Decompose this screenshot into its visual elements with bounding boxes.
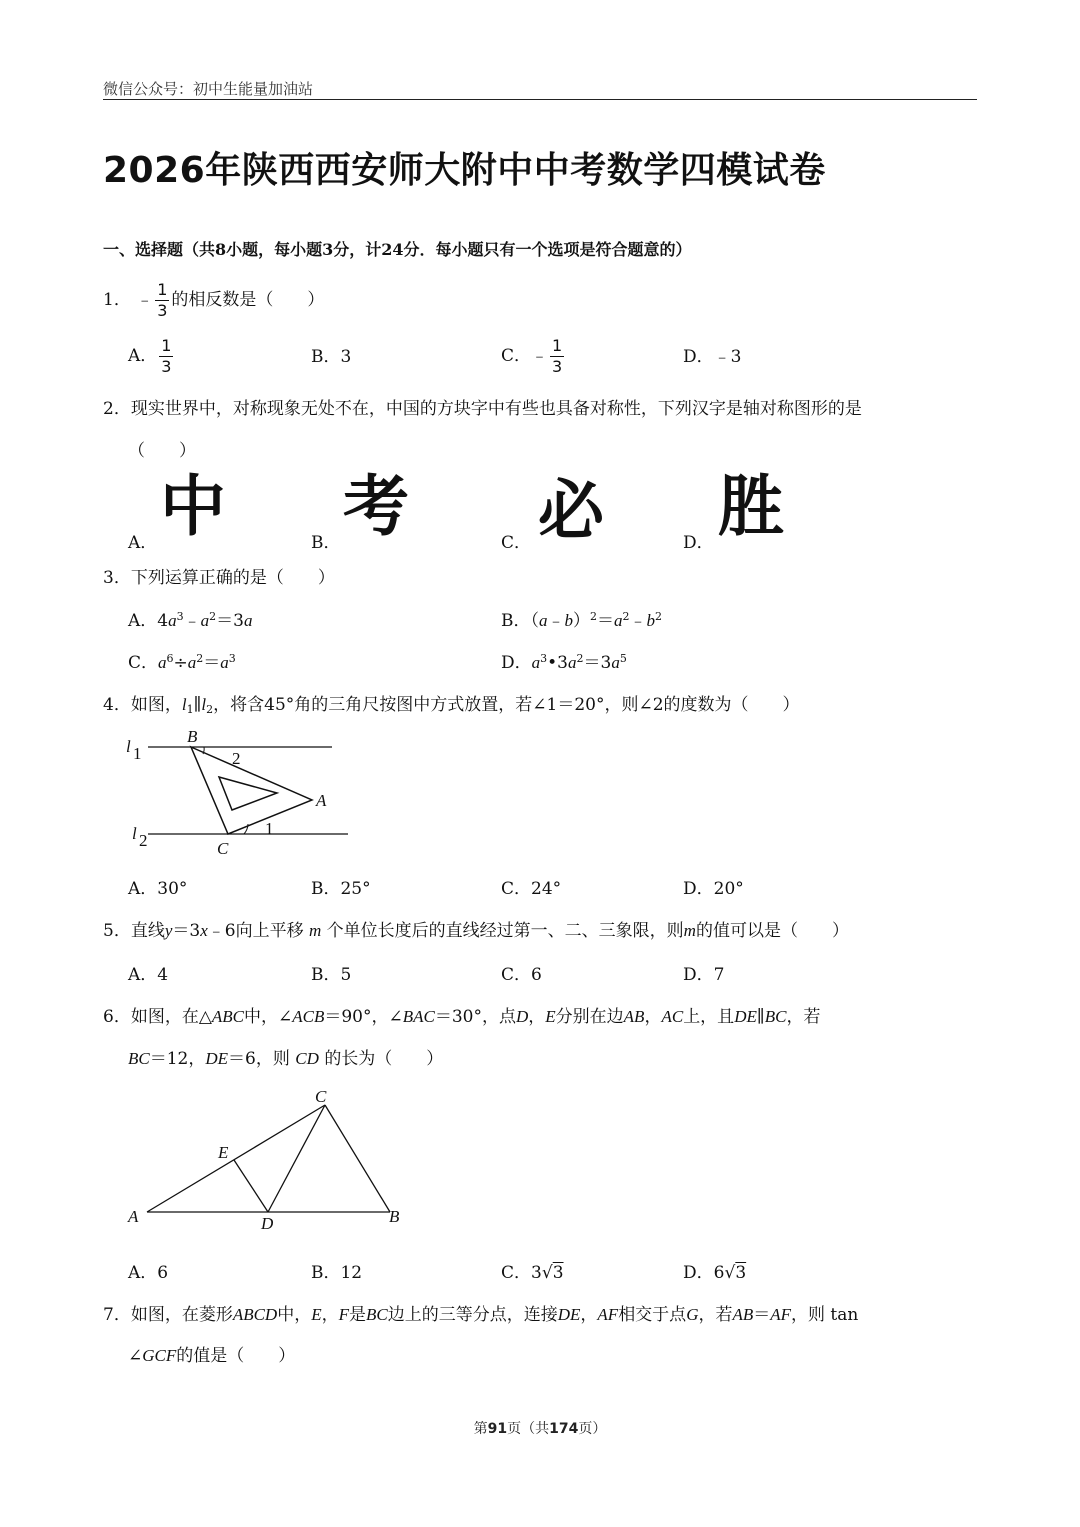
q1-option-d: D．﹣3	[683, 347, 742, 367]
q3-option-a: A．$4a^3﹣a^2=3a$	[128, 610, 253, 631]
q6-line-1: 6．如图，在△ABC中，∠ACB＝90°，∠BAC＝30°，点D，E分别在边AB，AC上，且DE∥BC，若	[103, 1007, 821, 1027]
q6-option-a: A．6	[128, 1263, 169, 1283]
q2-option-b-char: 考	[343, 468, 409, 545]
q1-number: 1．	[103, 290, 131, 310]
q6-figure	[120, 1082, 420, 1237]
q5-option-c: C．6	[501, 965, 542, 985]
q4-figure	[120, 722, 360, 862]
q1-text: 的相反数是（ ）	[171, 290, 325, 310]
q2-option-a-label: A．	[128, 533, 158, 553]
q1-option-c: C．﹣ $\frac{1}{3}$	[501, 336, 563, 376]
q3-text: 3．下列运算正确的是（ ）	[103, 568, 335, 588]
label-l2-sub: 2	[139, 831, 148, 850]
q5-option-d: D．7	[683, 965, 725, 985]
q2-line-2: （ ）	[128, 441, 196, 461]
q1-option-b: B．3	[311, 347, 352, 367]
q2-line-1: 2．现实世界中，对称现象无处不在，中国的方块字中有些也具备对称性，下列汉字是轴对称图形的是	[103, 399, 862, 419]
q2-option-c-label: C．	[501, 533, 532, 553]
q2-option-d-char: 胜	[718, 468, 784, 545]
q6-option-d: D．6√3	[683, 1263, 747, 1283]
q2-option-a-char: 中	[160, 468, 226, 545]
q1-option-a: A． $\frac{1}{3}$	[128, 336, 172, 376]
q4-option-a: A．30°	[128, 879, 188, 899]
label-l2: l	[132, 824, 137, 843]
q4-option-d: D．20°	[683, 879, 744, 899]
q5-option-a: A．4	[128, 965, 169, 985]
q4-option-c: C．24°	[501, 879, 562, 899]
q2-option-c-char: 必	[538, 472, 604, 549]
label-B: B	[187, 727, 198, 746]
label-C: C	[217, 839, 229, 858]
source-header: 微信公众号：初中生能量加油站	[103, 80, 314, 98]
page-title: 2026年陕西西安师大附中中考数学四模试卷	[103, 150, 826, 191]
page-footer: 第91页（共174页）	[473, 1421, 607, 1437]
q3-option-b: B．$(a﹣b)^2=a^2﹣b^2$	[501, 610, 662, 631]
q3-option-c: C．$a^6\div a^2=a^3$	[128, 652, 236, 673]
section-heading: 一、选择题（共8小题，每小题3分，计24分．每小题只有一个选项是符合题意的）	[103, 240, 692, 259]
label-B: B	[389, 1207, 400, 1226]
page-number: 91	[487, 1421, 508, 1437]
q2-option-d-label: D．	[683, 533, 714, 553]
label-C: C	[315, 1087, 327, 1106]
label-D: D	[261, 1214, 274, 1233]
question-1	[103, 282, 324, 319]
q6-option-c: C．3√3	[501, 1263, 564, 1283]
label-E: E	[218, 1143, 229, 1162]
q2-option-b-label: B．	[311, 533, 341, 553]
page-total: 174	[549, 1421, 579, 1437]
q6-option-b: B．12	[311, 1263, 363, 1283]
q5-option-b: B．5	[311, 965, 352, 985]
q1-fraction: $\frac{1}{3}$	[157, 280, 168, 320]
label-l1: l	[126, 737, 131, 756]
label-A: A	[316, 791, 327, 810]
label-A: A	[128, 1207, 139, 1226]
q7-line-2: ∠GCF的值是（ ）	[128, 1346, 296, 1366]
q3-option-d: D．$a^3•3a^2=3a^5$	[501, 652, 627, 673]
q5-text: 5．直线y＝3x﹣6向上平移 m 个单位长度后的直线经过第一、二、三象限，则m的值可以是（ ）	[103, 921, 849, 941]
q4-option-b: B．25°	[311, 879, 371, 899]
label-angle-1: 1	[265, 819, 274, 838]
label-angle-2: 2	[232, 749, 241, 768]
q7-line-1: 7．如图，在菱形ABCD中，E，F是BC边上的三等分点，连接DE，AF相交于点G，若AB＝AF，则 tan	[103, 1305, 859, 1325]
header-rule	[103, 99, 977, 100]
q4-text: 4．如图，$l_1\parallel l_2$，将含45°角的三角尺按图中方式放置，若∠1＝20°，则∠2的度数为（ ）	[103, 695, 800, 716]
q1-minus: ﹣	[136, 290, 154, 310]
label-l1-sub: 1	[133, 744, 142, 763]
q6-line-2: BC＝12，DE＝6，则 CD 的长为（ ）	[128, 1049, 444, 1069]
